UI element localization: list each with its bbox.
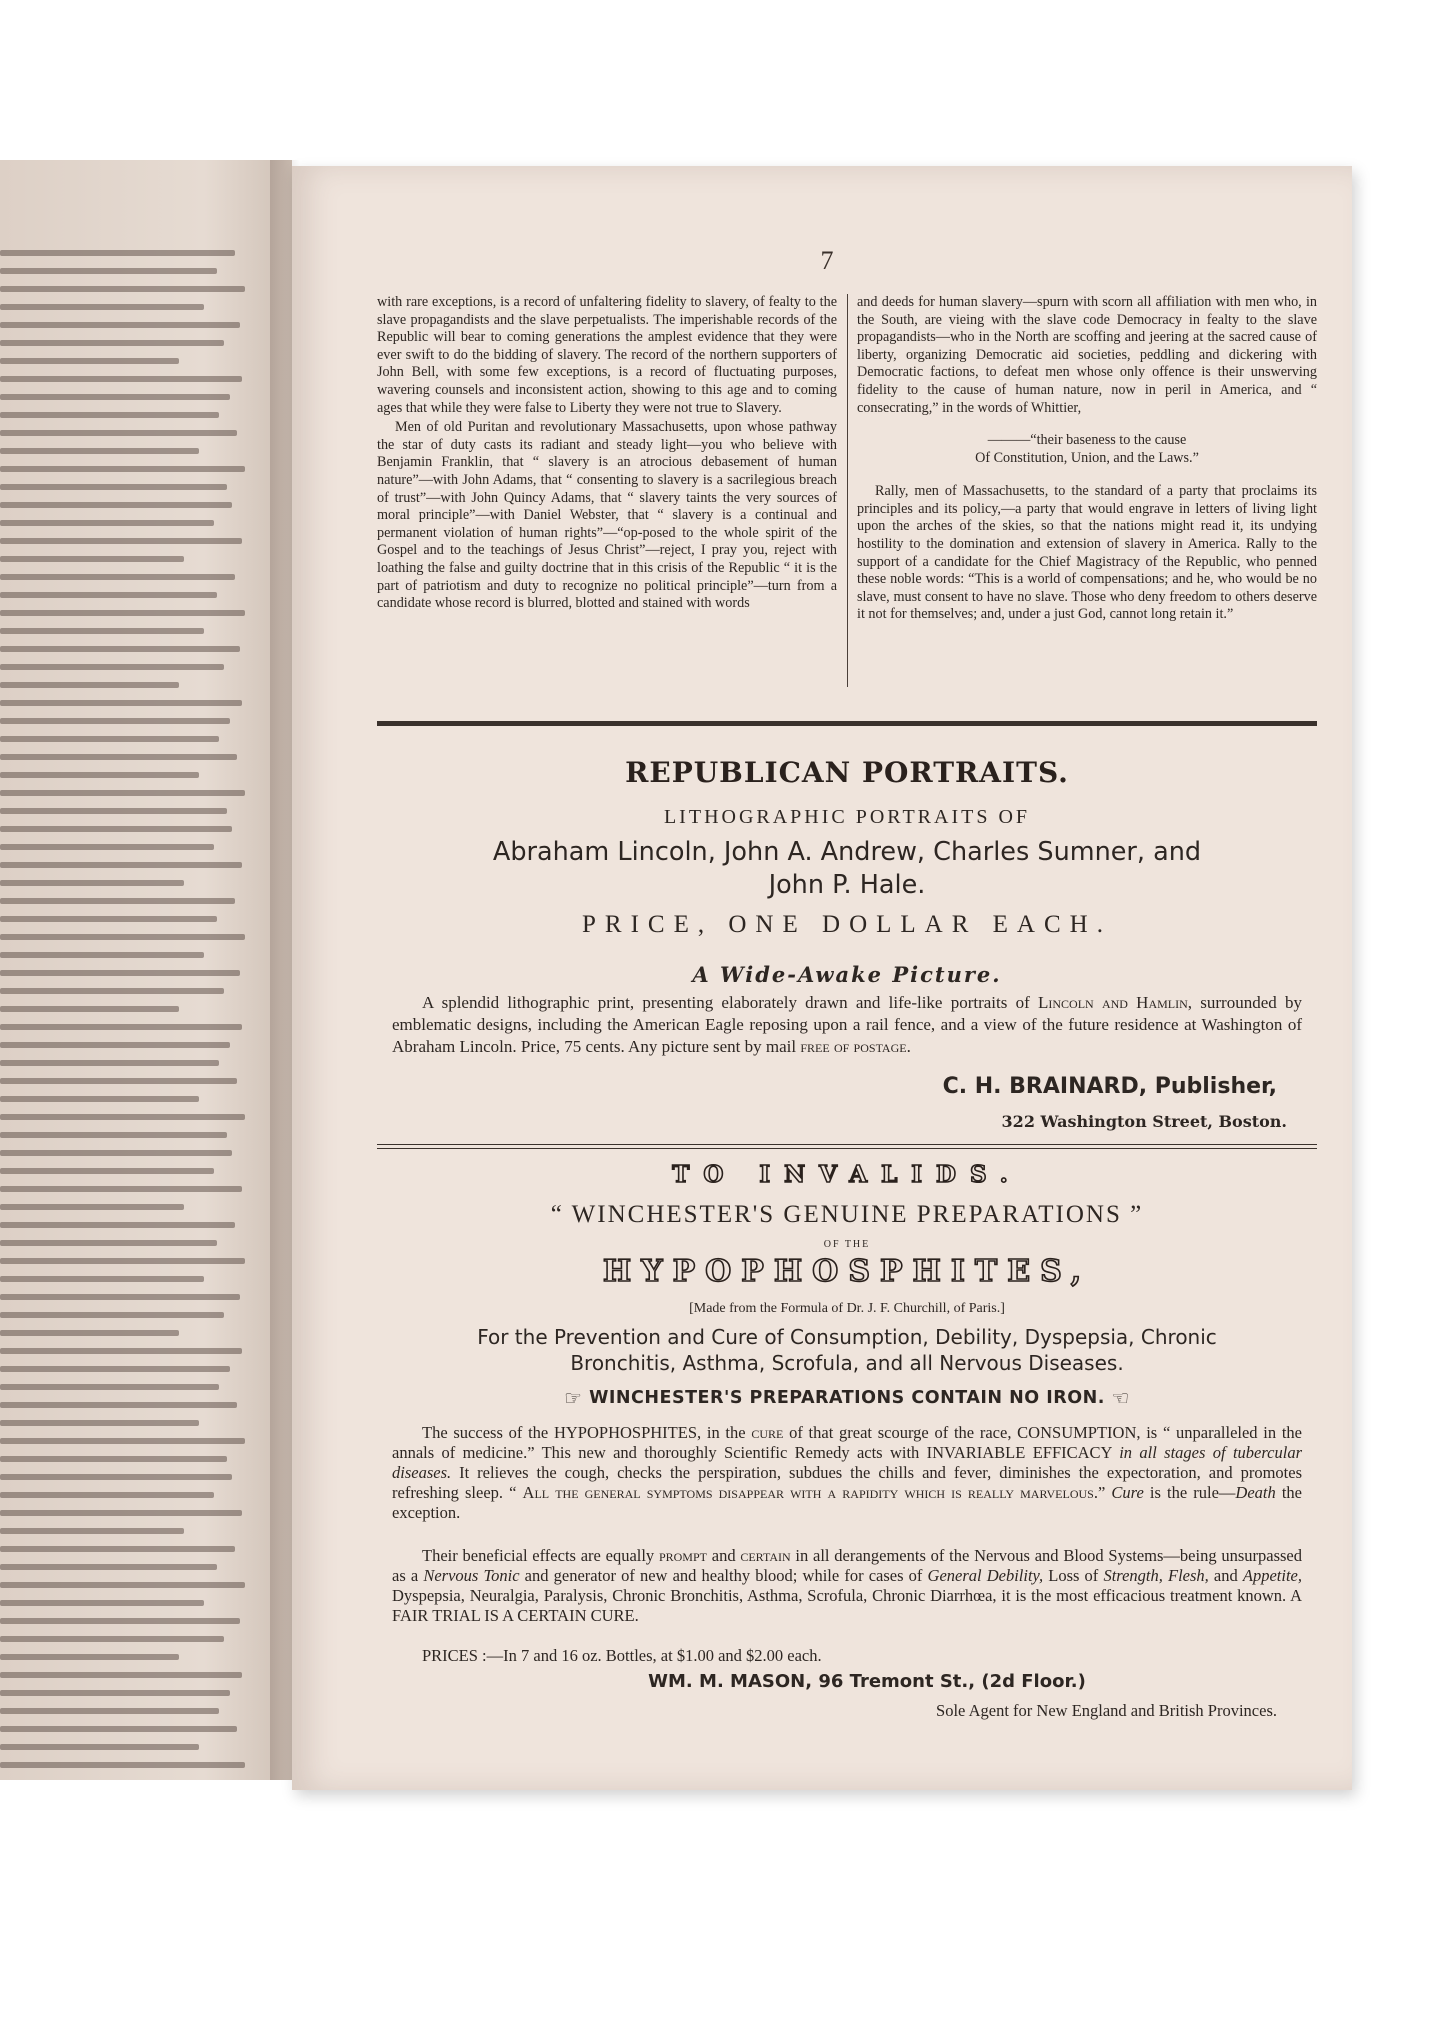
illegible-text-line bbox=[0, 466, 245, 472]
illegible-text-line bbox=[0, 1132, 227, 1138]
body-text: is the rule— bbox=[1143, 1483, 1236, 1502]
illegible-text-line bbox=[0, 448, 199, 454]
illegible-text-line bbox=[0, 682, 179, 688]
body-smallcaps: cure bbox=[751, 1423, 784, 1442]
illegible-text-line bbox=[0, 790, 245, 796]
ad-invalids-of-the: OF THE bbox=[823, 1239, 871, 1250]
illegible-text-line bbox=[0, 1546, 235, 1552]
illegible-text-line bbox=[0, 1528, 184, 1534]
ad-invalids-formula: [Made from the Formula of Dr. J. F. Churchill, of Paris.] bbox=[689, 1301, 1005, 1316]
article-paragraph: with rare exceptions, is a record of unfaltering fidelity to slavery, of fealty to the slave propagandists and the slave perpetualists. The imperishable records of the Republic will bear to coming generations the amplest evidence that they were ever swift to do the bidding of slavery. The record of the northern supporters of John Bell, with some few exceptions, is a record of fluctuating purposes, wavering counsels and inconsistent action, showing to this age and to coming ages that while they were false to Liberty they were not true to Slavery. bbox=[377, 294, 837, 416]
ad-invalids-no-iron bbox=[377, 1386, 1317, 1410]
illegible-text-line bbox=[0, 1240, 217, 1246]
illegible-text-line bbox=[0, 754, 237, 760]
illegible-text-line bbox=[0, 1204, 184, 1210]
body-italic: Cure bbox=[1111, 1483, 1144, 1502]
body-text: A splendid lithographic print, presenting elaborately drawn and life-like portraits of bbox=[422, 993, 1038, 1012]
illegible-text-line bbox=[0, 610, 245, 616]
illegible-text-line bbox=[0, 250, 235, 256]
body-text bbox=[1094, 993, 1102, 1012]
body-text: surrounded by emblematic designs, including the American Eagle reposing upon a rail fence, and a view of the future residence at Washington of Abraham Lincoln. Price, 75 cents. Any picture sent by mail bbox=[392, 993, 1302, 1056]
illegible-text-line bbox=[0, 574, 235, 580]
illegible-text-line bbox=[0, 700, 242, 706]
illegible-text-line bbox=[0, 1492, 214, 1498]
body-text: the exception. bbox=[392, 1483, 1303, 1522]
ad-invalids-hypophosphites: HYPOPHOSPHITES, bbox=[602, 1254, 1092, 1289]
body-italic: Strength, Flesh, bbox=[1103, 1566, 1209, 1585]
body-text: Loss of bbox=[1043, 1566, 1104, 1585]
ad-portraits-price: PRICE, ONE DOLLAR EACH. bbox=[582, 911, 1112, 938]
ad-portraits-heading: A Wide-Awake Picture. bbox=[692, 962, 1002, 987]
illegible-text-line bbox=[0, 322, 240, 328]
illegible-text-line bbox=[0, 394, 230, 400]
page-number: 7 bbox=[820, 246, 834, 275]
body-smallcaps: certain bbox=[740, 1546, 791, 1565]
portrait-names-line: Abraham Lincoln, John A. Andrew, Charles Sumner, and bbox=[492, 837, 1202, 867]
illegible-text-line bbox=[0, 1366, 230, 1372]
body-text: of that great scourge of the race, CONSUMPTION, is “ unparalleled in the annals of medicine.” This new and thoroughly Scientific Remedy acts with INVARIABLE EFFICACY bbox=[392, 1423, 1303, 1462]
body-smallcaps: All the general symptoms disappear with a rapidity which is really marvelous. bbox=[522, 1483, 1098, 1502]
body-italic: in all stages of tubercular diseases. bbox=[392, 1443, 1302, 1482]
illegible-text-line bbox=[0, 1402, 237, 1408]
illegible-text-line bbox=[0, 1276, 204, 1282]
illegible-text-line bbox=[0, 1348, 242, 1354]
body-text: Their beneficial effects are equally bbox=[422, 1546, 659, 1565]
illegible-text-line bbox=[0, 826, 232, 832]
quote-line: Of Constitution, Union, and the Laws.” bbox=[975, 450, 1199, 467]
illegible-text-line bbox=[0, 286, 245, 292]
illegible-text-line bbox=[0, 1168, 214, 1174]
illegible-text-line bbox=[0, 1096, 199, 1102]
illegible-text-line bbox=[0, 304, 204, 310]
body-smallcaps: free of postage. bbox=[800, 1037, 911, 1056]
illegible-text-line bbox=[0, 376, 242, 382]
prevention-line: For the Prevention and Cure of Consumption, Debility, Dyspepsia, Chronic bbox=[477, 1325, 1217, 1349]
illegible-text-line bbox=[0, 808, 227, 814]
illegible-text-line bbox=[0, 1762, 245, 1768]
illegible-text-line bbox=[0, 430, 237, 436]
ad-portraits-subtitle: LITHOGRAPHIC PORTRAITS OF bbox=[663, 806, 1031, 828]
illegible-text-line bbox=[0, 1384, 219, 1390]
illegible-text-line bbox=[0, 1438, 245, 1444]
illegible-text-line bbox=[0, 1456, 227, 1462]
illegible-text-line bbox=[0, 412, 219, 418]
ad-invalids-agent-sub: Sole Agent for New England and British Provinces. bbox=[936, 1701, 1277, 1720]
body-italic: Nervous Tonic bbox=[423, 1566, 520, 1585]
illegible-text-line bbox=[0, 1726, 237, 1732]
portrait-names-line: John P. Hale. bbox=[768, 870, 926, 900]
ad-invalids-agent: WM. M. MASON, 96 Tremont St., (2d Floor.) bbox=[648, 1671, 1086, 1692]
illegible-text-line bbox=[0, 1312, 224, 1318]
article-column-left bbox=[377, 294, 837, 615]
illegible-text-line bbox=[0, 880, 184, 886]
illegible-text-line bbox=[0, 268, 217, 274]
illegible-text-line bbox=[0, 1042, 230, 1048]
illegible-text-line bbox=[0, 592, 217, 598]
illegible-text-line bbox=[0, 538, 242, 544]
body-italic: Appetite, bbox=[1242, 1566, 1302, 1585]
body-text: and bbox=[1208, 1566, 1243, 1585]
illegible-text-line bbox=[0, 1330, 179, 1336]
illegible-text-line bbox=[0, 736, 219, 742]
section-rule bbox=[377, 1144, 1317, 1145]
illegible-text-line bbox=[0, 1708, 219, 1714]
illegible-text-line bbox=[0, 1744, 199, 1750]
illegible-text-line bbox=[0, 1114, 245, 1120]
illegible-text-line bbox=[0, 358, 179, 364]
illegible-text-line bbox=[0, 916, 217, 922]
ad-invalids-paragraph-1 bbox=[392, 1423, 1302, 1523]
body-text: Dyspepsia, Neuralgia, Paralysis, Chronic Bronchitis, Asthma, Scrofula, Chronic Diarrhœa, it is the most efficacious treatment known. A FAIR TRIAL IS A CERTAIN CURE. bbox=[392, 1586, 1302, 1625]
illegible-text-line bbox=[0, 1672, 242, 1678]
illegible-text-line bbox=[0, 1150, 232, 1156]
quote-line: ———“their baseness to the cause bbox=[987, 432, 1187, 449]
ad-invalids-prevention bbox=[377, 1324, 1317, 1376]
ad-portraits-address: 322 Washington Street, Boston. bbox=[1001, 1112, 1287, 1131]
illegible-text-line bbox=[0, 1510, 242, 1516]
illegible-text-line bbox=[0, 934, 245, 940]
body-smallcaps: Lincoln bbox=[1038, 993, 1094, 1012]
illegible-text-line bbox=[0, 844, 214, 850]
illegible-text-line bbox=[0, 484, 227, 490]
illegible-text-line bbox=[0, 340, 224, 346]
ad-invalids-paragraph-2 bbox=[392, 1546, 1302, 1626]
illegible-text-line bbox=[0, 1582, 245, 1588]
illegible-text-line bbox=[0, 988, 224, 994]
whittier-quote bbox=[857, 431, 1317, 467]
body-smallcaps: prompt bbox=[658, 1546, 707, 1565]
illegible-text-line bbox=[0, 1186, 242, 1192]
body-text: The success of the HYPOPHOSPHITES, in the bbox=[422, 1423, 752, 1442]
no-iron-text: WINCHESTER'S PREPARATIONS CONTAIN NO IRON. bbox=[589, 1388, 1105, 1408]
ad-portraits-names bbox=[377, 836, 1317, 902]
article-paragraph: Rally, men of Massachusetts, to the standard of a party that proclaims its principles and its policy,—a party that would engrave in letters of living light upon the arches of the skies, so that the nations might read it, its undying hostility to the domination and extension of slavery in America. Rally to the support of a candidate for the Chief Magistracy of the Republic, who penned these noble words: “This is a world of compensations; and he, who would be no slave, must consent to have no slave. Those who deny freedom to others deserve it not for themselves; and, under a just God, cannot long retain it.” bbox=[857, 483, 1317, 623]
illegible-text-line bbox=[0, 502, 232, 508]
article-paragraph: Men of old Puritan and revolutionary Massachusetts, upon whose pathway the star of duty casts its radiant and steady light—you who believe with Benjamin Franklin, that “ slavery is an atrocious debasement of human nature”—with John Adams, that “ consenting to slavery is a sacrilegious breach of trust”—with John Quincy Adams, that “ slavery taints the very sources of moral principle”—with Daniel Webster, that “ slavery is a continual and permanent violation of human rights”—“op-posed to the whole spirit of the Gospel and to the teachings of Jesus Christ”—reject, I pray you, reject with loathing the false and guilty doctrine that in this crisis of the Republic “ it is the part of patriotism and duty to recognize no political principle”—turn from a candidate whose record is blurred, blotted and stained with words bbox=[377, 419, 837, 612]
pointing-hand-left-icon: ☜ bbox=[1111, 1386, 1130, 1410]
section-rule bbox=[377, 721, 1317, 726]
ad-portraits-title: REPUBLICAN PORTRAITS. bbox=[625, 756, 1069, 789]
ad-invalids-prices: PRICES :—In 7 and 16 oz. Bottles, at $1.00 and $2.00 each. bbox=[422, 1646, 822, 1665]
right-page bbox=[292, 166, 1352, 1790]
ad-portraits-body bbox=[392, 992, 1302, 1058]
illegible-text-line bbox=[0, 1690, 230, 1696]
illegible-text-line bbox=[0, 772, 199, 778]
illegible-text-line bbox=[0, 1006, 179, 1012]
body-text: ” bbox=[1097, 1483, 1112, 1502]
body-text: and bbox=[706, 1546, 741, 1565]
illegible-text-line bbox=[0, 1420, 199, 1426]
section-rule bbox=[377, 1148, 1317, 1149]
illegible-text-line bbox=[0, 1078, 237, 1084]
illegible-text-line bbox=[0, 898, 235, 904]
illegible-text-line bbox=[0, 1636, 224, 1642]
illegible-text-line bbox=[0, 1222, 235, 1228]
article-column-right bbox=[857, 294, 1317, 626]
illegible-text-line bbox=[0, 718, 230, 724]
article-columns bbox=[377, 294, 1317, 714]
facing-left-page bbox=[0, 160, 292, 1780]
illegible-text-line bbox=[0, 664, 224, 670]
body-text: in all derangements of the Nervous and Blood Systems—being unsurpassed as a bbox=[392, 1546, 1302, 1585]
illegible-text-line bbox=[0, 1060, 219, 1066]
illegible-text-line bbox=[0, 1564, 217, 1570]
body-text: and generator of new and healthy blood; while for cases of bbox=[519, 1566, 928, 1585]
column-divider bbox=[847, 294, 848, 687]
left-page-text-lines bbox=[0, 250, 255, 1780]
illegible-text-line bbox=[0, 862, 242, 868]
illegible-text-line bbox=[0, 1600, 204, 1606]
illegible-text-line bbox=[0, 556, 184, 562]
illegible-text-line bbox=[0, 628, 204, 634]
article-paragraph: and deeds for human slavery—spurn with scorn all affiliation with men who, in the South, are vieing with the slave code Democracy in fealty to the slave propagandists—who in the North are scoffing and jeering at the sacred cause of liberty, organizing Democratic aid societies, peddling and dickering with Democratic factions, to defeat men whose only offence is their unswerving fidelity to the cause of human nature, now in peril in America, and “ consecrating,” in the words of Whittier, bbox=[857, 294, 1317, 416]
illegible-text-line bbox=[0, 1618, 240, 1624]
illegible-text-line bbox=[0, 1024, 242, 1030]
illegible-text-line bbox=[0, 952, 204, 958]
body-text: It relieves the cough, checks the perspiration, subdues the chills and fever, diminishes the expectoration, and promotes refreshing sleep. “ bbox=[392, 1463, 1302, 1502]
body-smallcaps: and Hamlin, bbox=[1101, 993, 1193, 1012]
illegible-text-line bbox=[0, 970, 240, 976]
prevention-line: Bronchitis, Asthma, Scrofula, and all Nervous Diseases. bbox=[570, 1351, 1124, 1375]
illegible-text-line bbox=[0, 1294, 240, 1300]
illegible-text-line bbox=[0, 520, 214, 526]
illegible-text-line bbox=[0, 646, 240, 652]
ad-invalids-title: “ WINCHESTER'S GENUINE PREPARATIONS ” bbox=[550, 1201, 1144, 1228]
ad-invalids-heading: TO INVALIDS. bbox=[672, 1161, 1022, 1188]
body-italic: Death bbox=[1235, 1483, 1276, 1502]
body-italic: General Debility, bbox=[927, 1566, 1044, 1585]
illegible-text-line bbox=[0, 1474, 232, 1480]
illegible-text-line bbox=[0, 1258, 245, 1264]
ad-portraits-publisher: C. H. BRAINARD, Publisher, bbox=[942, 1074, 1277, 1099]
illegible-text-line bbox=[0, 1654, 179, 1660]
pointing-hand-right-icon: ☞ bbox=[564, 1386, 583, 1410]
